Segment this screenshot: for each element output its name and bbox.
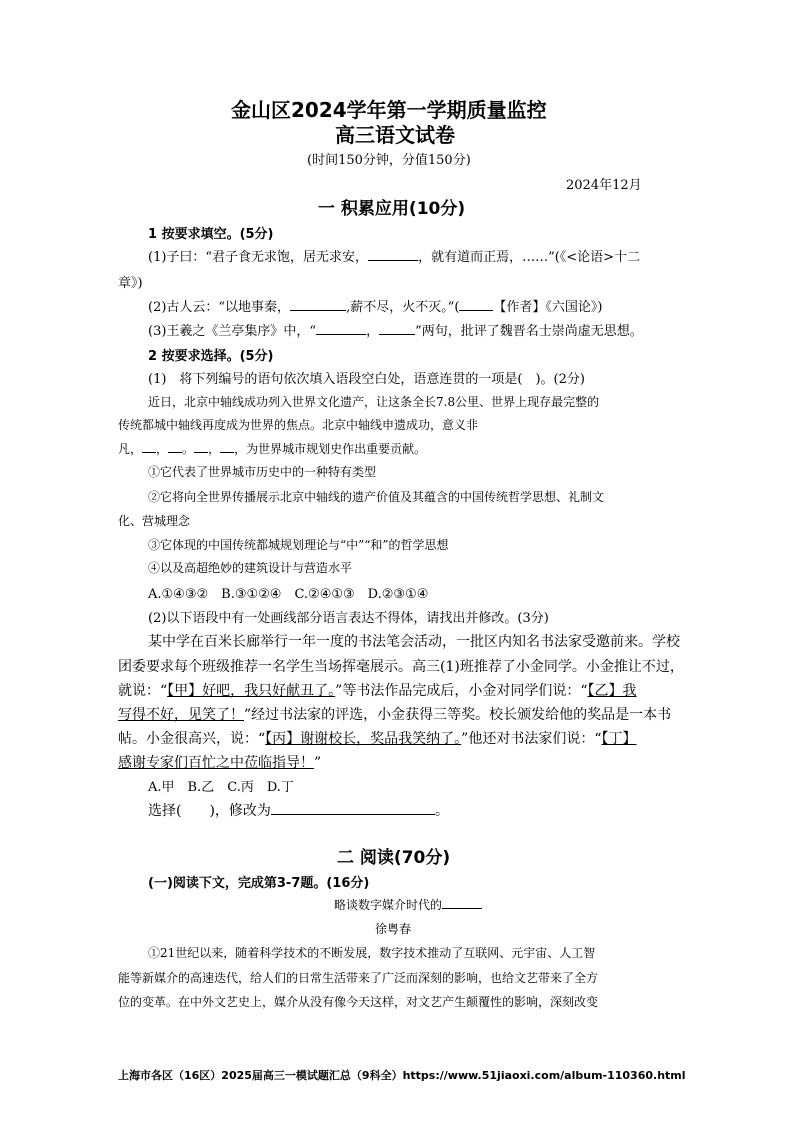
article-title — [334, 896, 482, 913]
option-2: ②它将向全世界传播展示北京中轴线的遗产价值及其蕴含的中国传统哲学思想、礼制文 — [148, 490, 605, 504]
fill-blank — [290, 298, 346, 311]
answer-line — [148, 800, 449, 820]
fill-blank — [368, 248, 418, 261]
option-3: ③它体现的中国传统都城规划理论与“中”“和”的哲学思想 — [148, 538, 449, 552]
question-1-item-1 — [148, 246, 640, 265]
option-1: ①它代表了世界城市历史中的一种特有类型 — [148, 465, 377, 479]
exam-date: 2024年12月 — [566, 178, 642, 193]
fill-blank — [379, 322, 415, 335]
item-text: ，就有道而正焉，……”(《<论语>十二 — [418, 250, 641, 265]
paragraph-text: ”等书法作品完成后，小金对同学们说：“ — [335, 683, 588, 699]
item-text: (2)古人云：“以地事秦， — [148, 300, 291, 315]
article-body-line: 能等新媒介的高速迭代，给人们的日常生活带来了广泛而深刻的影响，也给文艺带来了全方 — [118, 971, 599, 985]
answer-text: 选择( )，修改为 — [148, 803, 271, 819]
paragraph-text: 就说：“ — [118, 683, 168, 699]
item-text: ”两句，批评了魏晋名士崇尚虚无思想。 — [415, 324, 643, 339]
fill-blank — [142, 440, 156, 453]
question-1-item-1-cont: 章》) — [118, 276, 143, 291]
fill-blank — [168, 440, 182, 453]
exam-time-score: (时间150分钟，分值150分) — [307, 153, 471, 168]
section-heading-1: 一 积累应用(10分) — [318, 199, 466, 219]
fill-blank — [194, 440, 208, 453]
underlined-jia: 【甲】好吧，我只好献丑了。 — [167, 683, 336, 699]
question-1-title: 1 按要求填空。(5分) — [148, 227, 274, 242]
fill-blank — [459, 298, 493, 311]
option-4: ④以及高超绝妙的建筑设计与营造水平 — [148, 561, 353, 575]
passage-text: ，为世界城市规划史作出重要贡献。 — [234, 442, 427, 456]
paragraph-line: 团委要求每个班级推荐一名学生当场挥毫展示。高三(1)班推荐了小金同学。小金推让不过， — [118, 659, 684, 675]
article-author: 徐粤春 — [375, 922, 412, 936]
question-2-part-2: (2)以下语段中有一处画线部分语言表达不得体，请找出并修改。(3分) — [148, 611, 549, 626]
passage-text: 。 — [182, 442, 195, 456]
fill-blank — [271, 802, 435, 815]
footer-link[interactable]: 上海市各区（16区）2025届高三一模试题汇总（9科全）https://www.51jiaoxi.com/album-110360.html — [118, 1069, 686, 1082]
item-text: ,薪不尽，火不灭。”( — [346, 300, 460, 315]
passage-line: 近日，北京中轴线成功列入世界文化遗产，让这条全长7.8公里、世界上现存最完整的 — [148, 395, 600, 409]
paragraph-line — [118, 680, 637, 700]
item-text: (3)王羲之《兰亭集序》中，“ — [148, 324, 317, 339]
reading-intro: (一)阅读下文，完成第3-7题。(16分) — [148, 876, 370, 891]
question-1-item-3 — [148, 320, 643, 339]
underlined-ding: 【丁】 — [601, 731, 637, 747]
underlined-ding-cont: 感谢专家们百忙之中莅临指导！ — [118, 755, 314, 771]
passage-text: ， — [156, 442, 169, 456]
answer-choices-2: A.甲 B.乙 C.丙 D.丁 — [148, 780, 294, 795]
fill-blank — [220, 440, 234, 453]
paragraph-line: 某中学在百米长廊举行一年一度的书法笔会活动，一批区内知名书法家受邀前来。学校 — [148, 634, 680, 650]
option-2-cont: 化、营城理念 — [118, 514, 191, 528]
passage-line: 传统都城中轴线再度成为世界的焦点。北京中轴线申遗成功，意义非 — [118, 418, 479, 432]
passage-text: 凡， — [118, 442, 143, 456]
paragraph-text: ”经过书法家的评选，小金获得三等奖。校长颁发给他的奖品是一本书 — [244, 707, 672, 723]
fill-blank — [316, 322, 366, 335]
passage-text: ， — [208, 442, 221, 456]
question-2-title: 2 按要求选择。(5分) — [148, 349, 274, 364]
paragraph-line — [118, 728, 637, 748]
underlined-yi-cont: 写得不好，见笑了！ — [118, 707, 244, 723]
paragraph-text: ”他还对书法家们说：“ — [461, 731, 602, 747]
item-text: (1)子曰：“君子食无求饱，居无求安， — [148, 250, 369, 265]
exam-title: 金山区2024学年第一学期质量监控 — [231, 98, 547, 122]
underlined-bing: 【丙】谢谢校长，奖品我笑纳了。 — [265, 731, 462, 747]
item-text: 【作者】《六国论》) — [493, 300, 603, 315]
answer-choices-1: A.①④③② B.③①②④ C.②④①③ D.②③①④ — [148, 587, 429, 602]
paragraph-line — [118, 704, 671, 724]
item-text: ， — [366, 324, 380, 339]
section-heading-2: 二 阅读(70分) — [337, 848, 451, 868]
fill-blank — [442, 896, 482, 909]
paragraph-text: ” — [314, 755, 322, 771]
paragraph-line — [118, 752, 321, 772]
paragraph-text: 帖。小金很高兴，说：“ — [118, 731, 266, 747]
question-2-part-1: (1) 将下列编号的语句依次填入语段空白处，语意连贯的一项是( )。(2分) — [148, 372, 585, 387]
question-1-item-2 — [148, 296, 603, 315]
article-body-line: 位的变革。在中外文艺史上，媒介从没有像今天这样，对文艺产生颠覆性的影响，深刻改变 — [118, 995, 599, 1009]
exam-subject-title: 高三语文试卷 — [335, 123, 455, 147]
article-body-line: ①21世纪以来，随着科学技术的不断发展，数字技术推动了互联网、元宇宙、人工智 — [148, 946, 596, 960]
article-title-text: 略谈数字媒介时代的 — [334, 898, 443, 912]
answer-text: 。 — [434, 803, 449, 819]
passage-line — [118, 440, 426, 457]
underlined-yi: 【乙】我 — [587, 683, 637, 699]
